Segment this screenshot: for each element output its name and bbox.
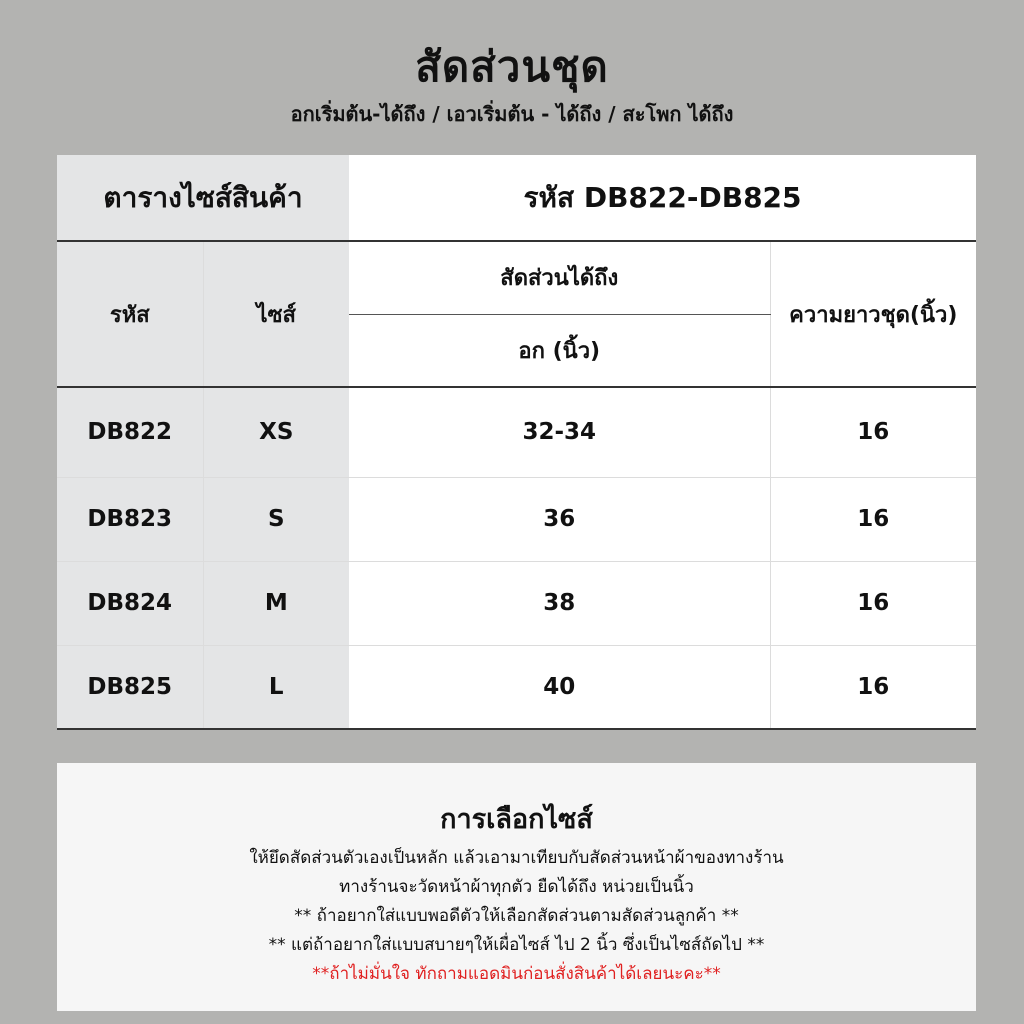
table-row bbox=[57, 387, 976, 477]
page-subtitle: อกเริ่มต้น-ได้ถึง / เอวเริ่มต้น - ได้ถึง / สะโพก ได้ถึง bbox=[290, 102, 734, 126]
col-header-group: สัดส่วนได้ถึง bbox=[349, 241, 770, 314]
col-header-code: รหัส bbox=[57, 241, 203, 387]
col-header-length: ความยาวชุด(นิ้ว) bbox=[770, 241, 976, 387]
row-chest: 36 bbox=[349, 477, 770, 561]
size-guide-panel bbox=[57, 763, 976, 1011]
col-header-size: ไซส์ bbox=[203, 241, 349, 387]
table-row bbox=[57, 645, 976, 729]
guide-title: การเลือกไซส์ bbox=[440, 804, 593, 835]
row-chest: 32-34 bbox=[349, 387, 770, 477]
guide-line: ** แต่ถ้าอยากใส่แบบสบายๆให้เผื่อไซส์ ไป 2 นิ้ว ซึ่งเป็นไซส์ถัดไป ** bbox=[268, 935, 765, 955]
guide-line: ทางร้านจะวัดหน้าผ้าทุกตัว ยืดได้ถึง หน่วยเป็นนิ้ว bbox=[339, 877, 694, 897]
row-size: L bbox=[203, 645, 349, 729]
table-header-right: รหัส DB822-DB825 bbox=[349, 155, 976, 241]
table-row bbox=[57, 561, 976, 645]
guide-line: ** ถ้าอยากใส่แบบพอดีตัวให้เลือกสัดส่วนตามสัดส่วนลูกค้า ** bbox=[294, 906, 739, 926]
row-code: DB823 bbox=[57, 477, 203, 561]
row-size: XS bbox=[203, 387, 349, 477]
row-chest: 38 bbox=[349, 561, 770, 645]
row-length: 16 bbox=[770, 477, 976, 561]
guide-warning: **ถ้าไม่มั่นใจ ทักถามแอดมินก่อนสั่งสินค้าได้เลยนะคะ** bbox=[312, 964, 721, 984]
row-length: 16 bbox=[770, 561, 976, 645]
row-size: M bbox=[203, 561, 349, 645]
row-chest: 40 bbox=[349, 645, 770, 729]
guide-line: ให้ยึดสัดส่วนตัวเองเป็นหลัก แล้วเอามาเทียบกับสัดส่วนหน้าผ้าของทางร้าน bbox=[249, 848, 784, 868]
row-size: S bbox=[203, 477, 349, 561]
row-code: DB822 bbox=[57, 387, 203, 477]
page-title: สัดส่วนชุด bbox=[415, 42, 609, 91]
row-length: 16 bbox=[770, 645, 976, 729]
table-row bbox=[57, 477, 976, 561]
col-header-chest: อก (นิ้ว) bbox=[349, 314, 770, 387]
row-code: DB824 bbox=[57, 561, 203, 645]
row-code: DB825 bbox=[57, 645, 203, 729]
row-length: 16 bbox=[770, 387, 976, 477]
size-table bbox=[57, 155, 976, 730]
table-header-left: ตารางไซส์สินค้า bbox=[57, 155, 349, 241]
